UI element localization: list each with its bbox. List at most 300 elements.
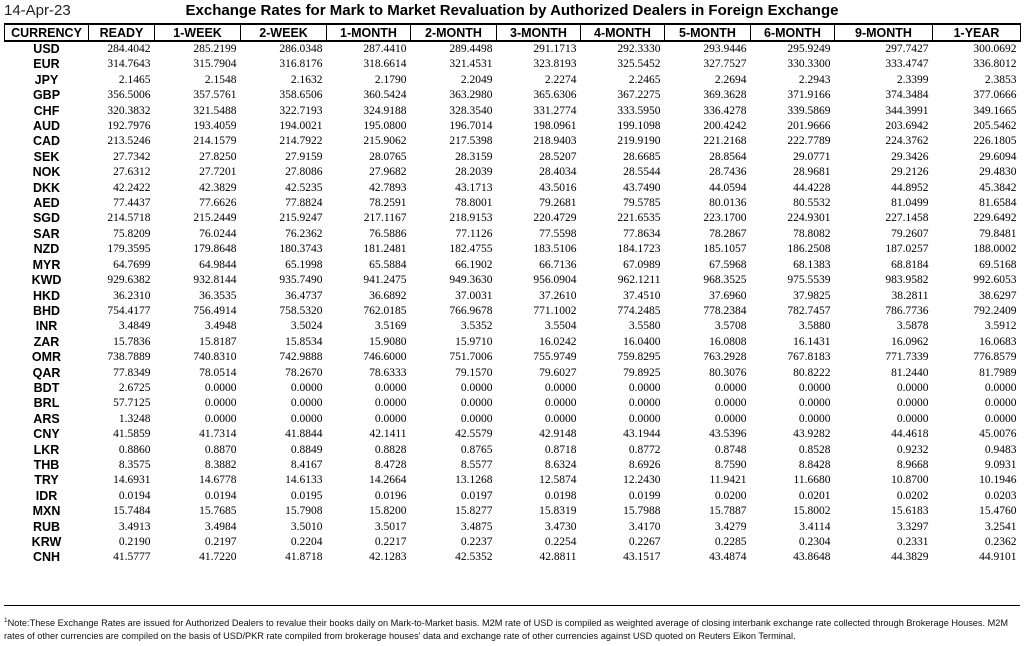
table-row: [5, 458, 1021, 473]
rate-cell: 185.1057: [703, 243, 747, 256]
rate-cell: 0.2217: [374, 536, 407, 548]
column-header-6-month: 6-MONTH: [751, 24, 835, 41]
table-row: [5, 443, 1021, 458]
currency-code: AED: [33, 196, 60, 211]
rate-cell: 339.5869: [787, 104, 831, 117]
rate-cell: 3.4730: [544, 520, 577, 533]
currency-code: JPY: [34, 72, 59, 87]
rate-cell: 27.6312: [113, 166, 151, 179]
rate-cell: 203.6942: [885, 120, 929, 133]
rate-cell: 16.0808: [709, 335, 747, 348]
report-date: 14-Apr-23: [4, 2, 71, 19]
rate-cell: 42.1283: [369, 551, 407, 564]
currency-code: HKD: [32, 288, 61, 303]
rate-cell: 65.5884: [369, 258, 407, 271]
rate-cell: 344.3991: [885, 104, 929, 117]
rate-cell: 14.6778: [199, 474, 237, 487]
rate-cell: 41.7314: [199, 428, 237, 441]
rate-cell: 15.7484: [113, 505, 151, 518]
table-row: [5, 396, 1021, 411]
rate-cell: 37.9825: [793, 289, 831, 302]
rate-cell: 28.8564: [709, 150, 747, 163]
rate-cell: 0.0000: [204, 397, 237, 410]
rate-cell: 3.4948: [204, 320, 237, 333]
rate-cell: 29.6094: [979, 150, 1017, 163]
rate-cell: 756.4914: [193, 304, 237, 317]
rate-cell: 81.7989: [979, 366, 1017, 379]
rate-cell: 738.7889: [107, 351, 151, 364]
currency-code: AUD: [32, 119, 61, 134]
rate-cell: 66.7136: [539, 258, 577, 271]
rate-cell: 75.8209: [113, 227, 151, 240]
rate-cell: 222.7789: [787, 135, 831, 148]
rate-cell: 2.1465: [118, 73, 151, 86]
rate-cell: 2.1548: [204, 73, 237, 86]
rate-cell: 0.0203: [984, 489, 1017, 502]
table-row: [5, 473, 1021, 488]
rate-cell: 41.8844: [285, 428, 323, 441]
rate-cell: 42.5235: [285, 181, 323, 194]
rate-cell: 358.6506: [279, 89, 323, 102]
rate-cell: 12.5874: [539, 474, 577, 487]
rate-cell: 325.5452: [617, 58, 661, 71]
rate-cell: 3.2541: [984, 520, 1017, 533]
rate-cell: 759.8295: [617, 351, 661, 364]
rate-cell: 762.0185: [363, 304, 407, 317]
rate-cell: 751.7006: [449, 351, 493, 364]
rate-cell: 3.5010: [290, 520, 323, 533]
rate-cell: 0.8718: [544, 443, 577, 456]
rate-cell: 81.6584: [979, 197, 1017, 210]
rate-cell: 16.0400: [623, 335, 661, 348]
rate-cell: 220.4729: [533, 212, 577, 225]
rate-cell: 0.9483: [984, 443, 1017, 456]
rate-cell: 0.2304: [798, 536, 831, 548]
currency-code: INR: [35, 319, 58, 334]
rate-cell: 0.8528: [798, 443, 831, 456]
rate-cell: 81.0499: [891, 197, 929, 210]
rate-cell: 28.5544: [623, 166, 661, 179]
rate-cell: 79.5785: [623, 197, 661, 210]
rate-cell: 28.4034: [539, 166, 577, 179]
currency-code: CNH: [32, 550, 61, 565]
rate-cell: 0.0000: [374, 397, 407, 410]
table-row: [5, 57, 1021, 72]
rate-cell: 333.4747: [885, 58, 929, 71]
rate-cell: 16.0242: [539, 335, 577, 348]
rate-cell: 15.8534: [285, 335, 323, 348]
rate-cell: 28.2039: [455, 166, 493, 179]
rate-cell: 321.4531: [449, 58, 493, 71]
rate-cell: 42.8811: [539, 551, 577, 564]
rate-cell: 0.0000: [544, 397, 577, 410]
rate-cell: 2.2049: [460, 73, 493, 86]
currency-code: IDR: [35, 488, 58, 503]
rate-cell: 3.4114: [799, 520, 831, 533]
rate-cell: 215.9062: [363, 135, 407, 148]
rate-cell: 43.1713: [455, 181, 493, 194]
rate-cell: 2.3853: [984, 73, 1017, 86]
currency-code: LKR: [33, 442, 60, 457]
rate-cell: 15.8187: [199, 335, 237, 348]
rate-cell: 28.7436: [709, 166, 747, 179]
currency-code: KRW: [31, 535, 62, 549]
rate-cell: 15.7887: [709, 505, 747, 518]
currency-code: CNY: [33, 427, 60, 442]
rate-cell: 0.0000: [896, 397, 929, 410]
rate-cell: 8.9668: [896, 458, 929, 471]
rate-cell: 12.2430: [623, 474, 661, 487]
table-row: [5, 41, 1021, 57]
rate-cell: 27.9682: [369, 166, 407, 179]
rate-cell: 77.4437: [113, 197, 151, 210]
rate-cell: 44.4618: [891, 428, 929, 441]
rate-cell: 14.6133: [285, 474, 323, 487]
rate-cell: 194.0021: [279, 120, 323, 133]
column-header-1-month: 1-MONTH: [327, 24, 411, 41]
rate-cell: 767.8183: [787, 351, 831, 364]
rate-cell: 200.4242: [703, 120, 747, 133]
rate-cell: 357.5761: [193, 89, 237, 102]
rate-cell: 932.8144: [193, 274, 237, 287]
rate-cell: 755.9749: [533, 351, 577, 364]
rate-cell: 293.9446: [703, 43, 747, 55]
rate-cell: 80.8222: [793, 366, 831, 379]
rate-cell: 0.8860: [118, 443, 151, 456]
rate-cell: 77.8634: [623, 227, 661, 240]
rate-cell: 285.2199: [193, 43, 237, 55]
table-row: [5, 196, 1021, 211]
rate-cell: 38.6297: [979, 289, 1017, 302]
rate-cell: 64.9844: [199, 258, 237, 271]
rate-cell: 0.0202: [896, 489, 929, 502]
rate-cell: 80.0136: [709, 197, 747, 210]
rate-cell: 286.0348: [279, 43, 323, 55]
rate-cell: 43.9282: [793, 428, 831, 441]
rate-cell: 9.0931: [984, 458, 1017, 471]
rate-cell: 3.4170: [628, 520, 661, 533]
rate-cell: 179.8648: [193, 243, 237, 256]
rate-cell: 42.3829: [199, 181, 237, 194]
rate-cell: 336.8012: [973, 58, 1017, 71]
rate-cell: 316.8176: [279, 58, 323, 71]
rate-cell: 188.0002: [973, 243, 1017, 256]
rate-cell: 3.5504: [544, 320, 577, 333]
rate-cell: 2.2274: [544, 73, 577, 86]
table-row: [5, 119, 1021, 134]
rate-cell: 43.7490: [623, 181, 661, 194]
rate-cell: 37.0031: [455, 289, 493, 302]
table-row: [5, 550, 1021, 565]
currency-code: OMR: [31, 350, 62, 365]
rate-cell: 0.0000: [290, 397, 323, 410]
table-row: [5, 335, 1021, 350]
rate-cell: 3.4913: [118, 520, 151, 533]
rate-cell: 214.7922: [279, 135, 323, 148]
rate-cell: 213.5246: [107, 135, 151, 148]
currency-code: SAR: [33, 226, 60, 241]
table-body: [5, 41, 1021, 566]
rate-cell: 0.0000: [896, 412, 929, 425]
footnote: [4, 614, 1020, 643]
rate-cell: 79.2607: [891, 227, 929, 240]
rate-cell: 0.0000: [374, 412, 407, 425]
rate-cell: 42.7893: [369, 181, 407, 194]
rate-cell: 0.0195: [290, 489, 323, 502]
rate-cell: 28.5207: [539, 150, 577, 163]
rate-cell: 1.3248: [118, 412, 151, 425]
rate-cell: 8.7590: [714, 458, 747, 471]
rate-cell: 949.3630: [449, 274, 493, 287]
rate-cell: 983.9582: [885, 274, 929, 287]
rate-cell: 218.9403: [533, 135, 577, 148]
rate-cell: 44.0594: [709, 181, 747, 194]
rate-cell: 3.5880: [798, 320, 831, 333]
rate-cell: 992.6053: [973, 274, 1017, 287]
rate-cell: 3.5169: [374, 320, 407, 333]
rate-cell: 929.6382: [107, 274, 151, 287]
rate-cell: 0.2331: [896, 536, 929, 548]
rate-cell: 330.3300: [787, 58, 831, 71]
rate-cell: 0.0200: [714, 489, 747, 502]
rate-cell: 16.0683: [979, 335, 1017, 348]
currency-code: KWD: [31, 273, 62, 288]
rate-cell: 941.2475: [363, 274, 407, 287]
table-row: [5, 412, 1021, 427]
rate-cell: 44.3829: [891, 551, 929, 564]
rate-cell: 763.2928: [703, 351, 747, 364]
rate-cell: 10.8700: [891, 474, 929, 487]
rate-cell: 27.8086: [285, 166, 323, 179]
rate-cell: 0.0000: [984, 381, 1017, 394]
currency-code: NZD: [33, 242, 60, 257]
rate-cell: 315.7904: [193, 58, 237, 71]
rate-cell: 76.5886: [369, 227, 407, 240]
rate-cell: 27.7201: [199, 166, 237, 179]
rate-cell: 214.1579: [193, 135, 237, 148]
rate-cell: 42.5579: [455, 428, 493, 441]
table-row: [5, 350, 1021, 365]
rate-cell: 13.1268: [455, 474, 493, 487]
rate-cell: 57.7125: [113, 397, 151, 410]
rate-cell: 320.3832: [107, 104, 151, 117]
rate-cell: 363.2980: [449, 89, 493, 102]
rate-cell: 3.4279: [714, 520, 747, 533]
rate-cell: 0.0000: [290, 381, 323, 394]
rate-cell: 79.2681: [539, 197, 577, 210]
rate-cell: 215.9247: [279, 212, 323, 225]
rate-cell: 183.5106: [533, 243, 577, 256]
column-header-5-month: 5-MONTH: [665, 24, 751, 41]
rate-cell: 187.0257: [885, 243, 929, 256]
rate-cell: 15.9710: [455, 335, 493, 348]
rate-cell: 321.5488: [193, 104, 237, 117]
rate-cell: 766.9678: [449, 304, 493, 317]
rate-cell: 331.2774: [533, 104, 577, 117]
rate-cell: 0.0000: [628, 397, 661, 410]
rate-cell: 0.0000: [460, 397, 493, 410]
rate-cell: 192.7976: [107, 120, 151, 133]
rate-cell: 0.0201: [798, 489, 831, 502]
rate-cell: 215.2449: [193, 212, 237, 225]
rate-cell: 195.0800: [363, 120, 407, 133]
table-row: [5, 258, 1021, 273]
rate-cell: 77.1126: [455, 227, 493, 240]
rate-cell: 193.4059: [193, 120, 237, 133]
table-row: [5, 150, 1021, 165]
table-row: [5, 381, 1021, 396]
rate-cell: 43.5396: [709, 428, 747, 441]
rate-cell: 371.9166: [787, 89, 831, 102]
rate-cell: 935.7490: [279, 274, 323, 287]
rate-cell: 0.0196: [374, 489, 407, 502]
rate-cell: 0.0000: [714, 381, 747, 394]
rate-cell: 28.0765: [369, 150, 407, 163]
rate-cell: 291.1713: [533, 43, 577, 55]
rate-cell: 336.4278: [703, 104, 747, 117]
rate-cell: 771.7339: [885, 351, 929, 364]
rate-cell: 0.0194: [118, 489, 151, 502]
rate-cell: 78.8001: [455, 197, 493, 210]
table-row: [5, 242, 1021, 257]
rate-cell: 0.0000: [290, 412, 323, 425]
rate-cell: 15.8277: [455, 505, 493, 518]
rate-cell: 0.0199: [628, 489, 661, 502]
rate-cell: 198.0961: [533, 120, 577, 133]
currency-code: MXN: [32, 504, 61, 519]
rate-cell: 36.4737: [285, 289, 323, 302]
column-header-ready: READY: [89, 24, 155, 41]
page-title: Exchange Rates for Mark to Market Revaluation by Authorized Dealers in Foreign Exchange: [185, 2, 839, 19]
rate-cell: 0.9232: [896, 443, 929, 456]
rate-cell: 0.8748: [714, 443, 747, 456]
rate-cell: 782.7457: [787, 304, 831, 317]
rate-cell: 289.4498: [449, 43, 493, 55]
table-row: [5, 165, 1021, 180]
table-row: [5, 535, 1021, 550]
rate-cell: 8.6324: [544, 458, 577, 471]
rate-cell: 27.9159: [285, 150, 323, 163]
rate-cell: 0.2285: [714, 536, 747, 548]
rate-cell: 77.8824: [285, 197, 323, 210]
rate-cell: 3.5017: [374, 520, 407, 533]
rate-cell: 956.0904: [533, 274, 577, 287]
rate-cell: 8.4167: [290, 458, 323, 471]
rate-cell: 0.0000: [544, 381, 577, 394]
rate-cell: 80.3076: [709, 366, 747, 379]
rate-cell: 297.7427: [885, 43, 929, 55]
rate-cell: 360.5424: [363, 89, 407, 102]
rate-cell: 0.0000: [204, 412, 237, 425]
table-row: [5, 520, 1021, 535]
rate-cell: 0.0000: [984, 397, 1017, 410]
rate-cell: 186.2508: [787, 243, 831, 256]
rate-cell: 15.7988: [623, 505, 661, 518]
rate-cell: 2.2694: [714, 73, 747, 86]
table-row: [5, 211, 1021, 226]
rate-cell: 41.8718: [285, 551, 323, 564]
rate-cell: 36.6892: [369, 289, 407, 302]
rate-cell: 975.5539: [787, 274, 831, 287]
column-header-3-month: 3-MONTH: [497, 24, 581, 41]
rate-cell: 227.1458: [885, 212, 929, 225]
table-row: [5, 181, 1021, 196]
table-row: [5, 289, 1021, 304]
currency-code: RUB: [32, 519, 61, 534]
rate-cell: 15.8200: [369, 505, 407, 518]
rate-cell: 771.1002: [533, 304, 577, 317]
rate-cell: 28.3159: [455, 150, 493, 163]
currency-code: MYR: [32, 257, 61, 272]
currency-code: BHD: [32, 303, 61, 318]
rate-cell: 287.4410: [363, 43, 407, 55]
rate-cell: 36.3535: [199, 289, 237, 302]
rate-cell: 8.3882: [204, 458, 237, 471]
rate-cell: 365.6306: [533, 89, 577, 102]
rate-cell: 16.1431: [793, 335, 831, 348]
rate-cell: 356.5006: [107, 89, 151, 102]
rate-cell: 214.5718: [107, 212, 151, 225]
rate-cell: 229.6492: [973, 212, 1017, 225]
rate-cell: 219.9190: [617, 135, 661, 148]
currency-code: USD: [33, 42, 60, 56]
rate-cell: 0.8828: [374, 443, 407, 456]
rate-cell: 2.6725: [118, 381, 151, 394]
rate-cell: 43.5016: [539, 181, 577, 194]
currency-code: CHF: [33, 103, 60, 118]
rate-cell: 11.9421: [709, 474, 747, 487]
table-row: [5, 104, 1021, 119]
rate-cell: 0.0000: [714, 412, 747, 425]
rate-cell: 2.1790: [374, 73, 407, 86]
rate-cell: 41.5777: [113, 551, 151, 564]
table-row: [5, 88, 1021, 103]
rate-cell: 0.2254: [544, 536, 577, 548]
rate-cell: 776.8579: [973, 351, 1017, 364]
rate-cell: 327.7527: [703, 58, 747, 71]
rate-cell: 0.0198: [544, 489, 577, 502]
rate-cell: 37.2610: [539, 289, 577, 302]
rate-cell: 8.6926: [628, 458, 661, 471]
rate-cell: 224.9301: [787, 212, 831, 225]
rate-cell: 15.8002: [793, 505, 831, 518]
rate-cell: 3.5024: [290, 320, 323, 333]
rate-cell: 36.2310: [113, 289, 151, 302]
rate-cell: 2.1632: [290, 73, 323, 86]
table-row: [5, 489, 1021, 504]
rate-cell: 14.6931: [113, 474, 151, 487]
rate-cell: 29.4830: [979, 166, 1017, 179]
currency-code: ARS: [33, 411, 60, 426]
rate-cell: 226.1805: [973, 135, 1017, 148]
rate-cell: 11.6680: [793, 474, 831, 487]
rate-cell: 201.9666: [787, 120, 831, 133]
rate-cell: 8.3575: [118, 458, 151, 471]
rate-cell: 64.7699: [113, 258, 151, 271]
rate-cell: 2.2943: [798, 73, 831, 86]
rate-cell: 180.3743: [279, 243, 323, 256]
currency-code: GBP: [32, 88, 61, 103]
rate-cell: 0.0000: [628, 381, 661, 394]
rate-cell: 328.3540: [449, 104, 493, 117]
rate-cell: 3.4849: [118, 320, 151, 333]
rate-cell: 14.2664: [369, 474, 407, 487]
table-header-row: [5, 24, 1021, 41]
column-header-1-year: 1-YEAR: [933, 24, 1021, 41]
table-row: [5, 73, 1021, 88]
rate-cell: 15.7908: [285, 505, 323, 518]
rate-cell: 45.3842: [979, 181, 1017, 194]
